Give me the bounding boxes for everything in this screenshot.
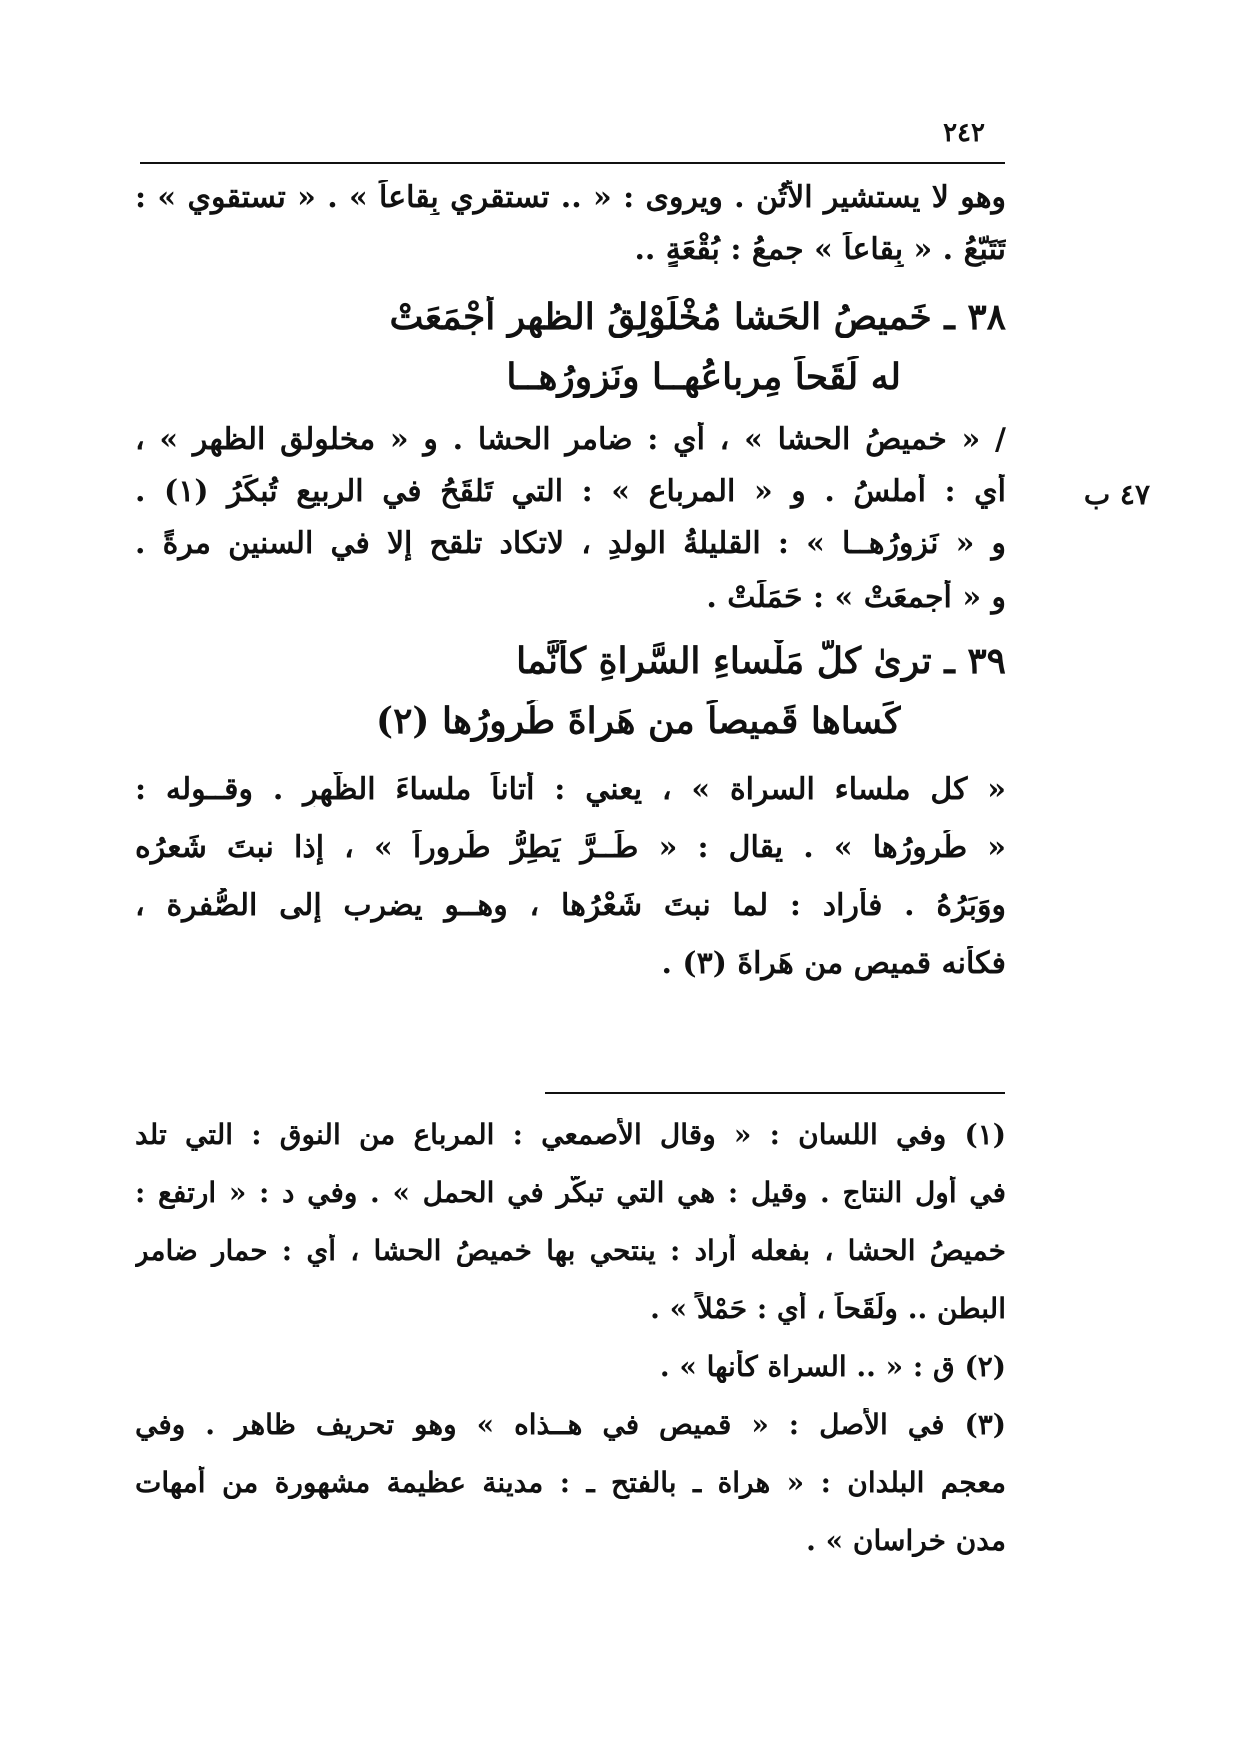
footnote-line: (٣) في الأصل : « قميص في هــذاه » وهو تحريف ظاهر . وفي — [135, 1408, 1006, 1441]
body-line: « طُرورُها » . يقال : « طَــرَّ يَطِرُّ طُروراً » ، إذا نبتَ شَعرُه — [135, 830, 1006, 865]
header-rule — [140, 162, 1005, 164]
manuscript-folio-note: ٤٧ ب — [1083, 478, 1150, 511]
footnote-line: في أول النتاج . وقيل : هي التي تبكّر في الحمل » . وفي د : « ارتفع : — [135, 1176, 1006, 1209]
footnote-line: خميصُ الحشا ، بفعله أراد : ينتحي بها خميصُ الحشا ، أي : حمار ضامر — [135, 1234, 1006, 1267]
body-line: ووَبَرُهُ . فأراد : لما نبتَ شَعْرُها ، وهــو يضرب إلى الصُّفرة ، — [135, 888, 1006, 923]
body-line: « كل ملساء السراة » ، يعني : أتاناً ملساءَ الظَّهرِ . وقــوله : — [135, 772, 1006, 807]
verse-39-second-hemistich: كَساها قَميصاً من هَراةَ طُرورُها (٢) — [376, 700, 901, 742]
footnote-rule — [545, 1092, 1005, 1094]
verse-38-first-hemistich: ٣٨ ـ خَميصُ الحَشا مُخْلَوْلِقُ الظهرِ أَجْمَعَتْ — [389, 296, 1006, 338]
page-number: ٢٤٢ — [943, 118, 985, 148]
body-line: و « نَزورُهــا » : القليلةُ الولدِ ، لاتكاد تلقح إلا في السنين مرةً . — [135, 526, 1006, 561]
footnote-line: (٢) ق : « .. السراة كأنها » . — [659, 1350, 1006, 1383]
body-line: وهو لا يستشير الأُتُن . ويروى : « .. تستقري بِقاعاً » . « تستقوي » : — [135, 180, 1006, 215]
footnote-line: مدن خراسان » . — [806, 1524, 1006, 1557]
body-line: فكأنه قميص من هَراةَ (٣) . — [661, 946, 1006, 981]
footnote-line: معجم البلدان : « هراة ـ بالفتح ـ : مدينة عظيمة مشهورة من أمهات — [135, 1466, 1006, 1499]
footnote-line: (١) وفي اللسان : « وقال الأصمعي : المرباع من النوق : التي تلد — [135, 1118, 1006, 1151]
verse-39-first-hemistich: ٣٩ ـ ترىٰ كلَّ مَلْساءِ السَّراةِ كأنَّما — [516, 640, 1006, 682]
verse-38-second-hemistich: له لَقَحاً مِرباعُهــا ونَزورُهــا — [506, 356, 901, 398]
body-line: و « أجمعَتْ » : حَمَلَتْ . — [706, 580, 1006, 615]
footnote-line: البطن .. ولَقَحاً ، أي : حَمْلاً » . — [650, 1292, 1006, 1325]
body-line: تَتَبّعُ . « بِقاعاً » جمعُ : بُقْعَةٍ .. — [634, 232, 1006, 267]
body-line: أي : أملسُ . و « المرباع » : التي تَلقَحُ في الربيع تُبكِّرُ (١) . — [135, 474, 1006, 509]
body-line: / « خميصُ الحشا » ، أي : ضامر الحشا . و « مخلولق الظهر » ، — [135, 422, 1006, 457]
